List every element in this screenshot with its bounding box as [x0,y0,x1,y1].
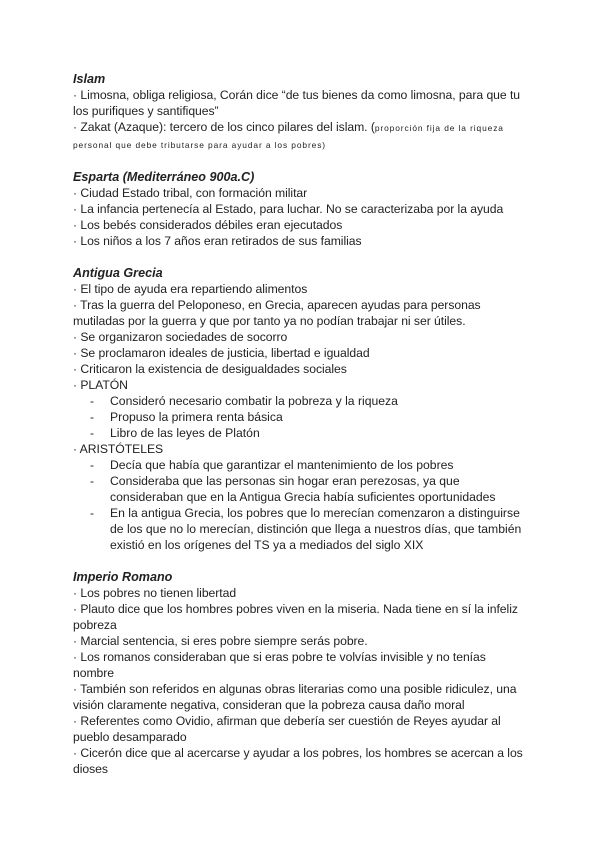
platon-label: · PLATÓN [73,378,128,392]
list-item [73,409,543,425]
list-item [73,457,543,473]
aristoteles-list [73,457,543,553]
zakat-note: personal que debe tributarse para ayudar a los pobres) [73,140,326,150]
list-item-continuation [73,489,543,505]
section-heading: Islam [73,72,106,86]
zakat-line [73,119,543,136]
text-line: · La infancia pertenecía al Estado, para luchar. No se caracterizaba por la ayuda [73,202,504,216]
text-line: · Criticaron la existencia de desigualdades sociales [73,362,347,376]
text-line: pueblo desamparado [73,730,187,744]
list-item-text: de los que no lo merecían, distinción que llega a nuestros días, que también [110,522,522,536]
dash-bullet: - [90,474,95,488]
text-line: · Limosna, obliga religiosa, Corán dice “de tus bienes da como limosna, para que tu [73,88,521,102]
text-line: pobreza [73,618,117,632]
text-line: · Los niños a los 7 años eran retirados de sus familias [73,234,362,248]
list-item-text: Consideraba que las personas sin hogar eran perezosas, ya que [110,474,460,488]
text-line: nombre [73,666,115,680]
list-item-text: Consideró necesario combatir la pobreza y la riqueza [110,394,398,408]
list-item [73,473,543,489]
text-line: · Ciudad Estado tribal, con formación militar [73,186,308,200]
dash-bullet: - [90,458,95,472]
list-item [73,425,543,441]
list-item-text: existió en los orígenes del TS ya a mediados del siglo XIX [110,538,424,552]
text-line: dioses [73,762,108,776]
platon-list [73,393,543,441]
zakat-note: proporción fija de la riqueza [374,123,504,133]
text-line: los purifiques y santifiques” [73,104,219,118]
list-item-text: Propuso la primera renta básica [110,410,283,424]
text-line: · Marcial sentencia, si eres pobre siempre serás pobre. [73,634,368,648]
list-item-text: consideraban que en la Antigua Grecia había suficientes oportunidades [110,490,496,504]
text-line: · Los bebés considerados débiles eran ejecutados [73,218,343,232]
section-heading: Imperio Romano [73,570,173,584]
text-line: mutiladas por la guerra y que por tanto ya no podían trabajar ni ser útiles. [73,314,466,328]
document-page [73,71,543,793]
section-heading: Esparta (Mediterráneo 900a.C) [73,170,255,184]
text-line: · Plauto dice que los hombres pobres viven en la miseria. Nada tiene en sí la infeliz [73,602,518,616]
list-item [73,393,543,409]
list-item [73,505,543,521]
section-antigua-grecia [73,265,543,553]
dash-bullet: - [90,410,95,424]
text-line: · Se proclamaron ideales de justicia, libertad e igualdad [73,346,370,360]
text-line: · Referentes como Ovidio, afirman que debería ser cuestión de Reyes ayudar al [73,714,501,728]
dash-bullet: - [90,426,95,440]
text-line: · Cicerón dice que al acercarse y ayudar a los pobres, los hombres se acercan a los [73,746,523,760]
section-islam [73,71,543,153]
section-imperio-romano [73,569,543,777]
section-esparta [73,169,543,249]
zakat-text: · Zakat (Azaque): tercero de los cinco pilares del islam. ( [73,120,375,134]
text-line: visión claramente negativa, consideran que la pobreza causa daño moral [73,698,465,712]
list-item-continuation [73,521,543,537]
list-item-text: Libro de las leyes de Platón [110,426,260,440]
text-line: · Tras la guerra del Peloponeso, en Grecia, aparecen ayudas para personas [73,298,481,312]
text-line: · También son referidos en algunas obras literarias como una posible ridiculez, una [73,682,517,696]
zakat-note-line [73,136,543,153]
list-item-continuation [73,537,543,553]
list-item-text: En la antigua Grecia, los pobres que lo merecían comenzaron a distinguirse [110,506,520,520]
text-line: · El tipo de ayuda era repartiendo alimentos [73,282,308,296]
text-line: · Los pobres no tienen libertad [73,586,237,600]
dash-bullet: - [90,506,95,520]
list-item-text: Decía que había que garantizar el mantenimiento de los pobres [110,458,454,472]
aristoteles-label: · ARISTÓTELES [73,442,164,456]
dash-bullet: - [90,394,95,408]
section-heading: Antigua Grecia [73,266,163,280]
text-line: · Se organizaron sociedades de socorro [73,330,288,344]
text-line: · Los romanos consideraban que si eras pobre te volvías invisible y no tenías [73,650,486,664]
